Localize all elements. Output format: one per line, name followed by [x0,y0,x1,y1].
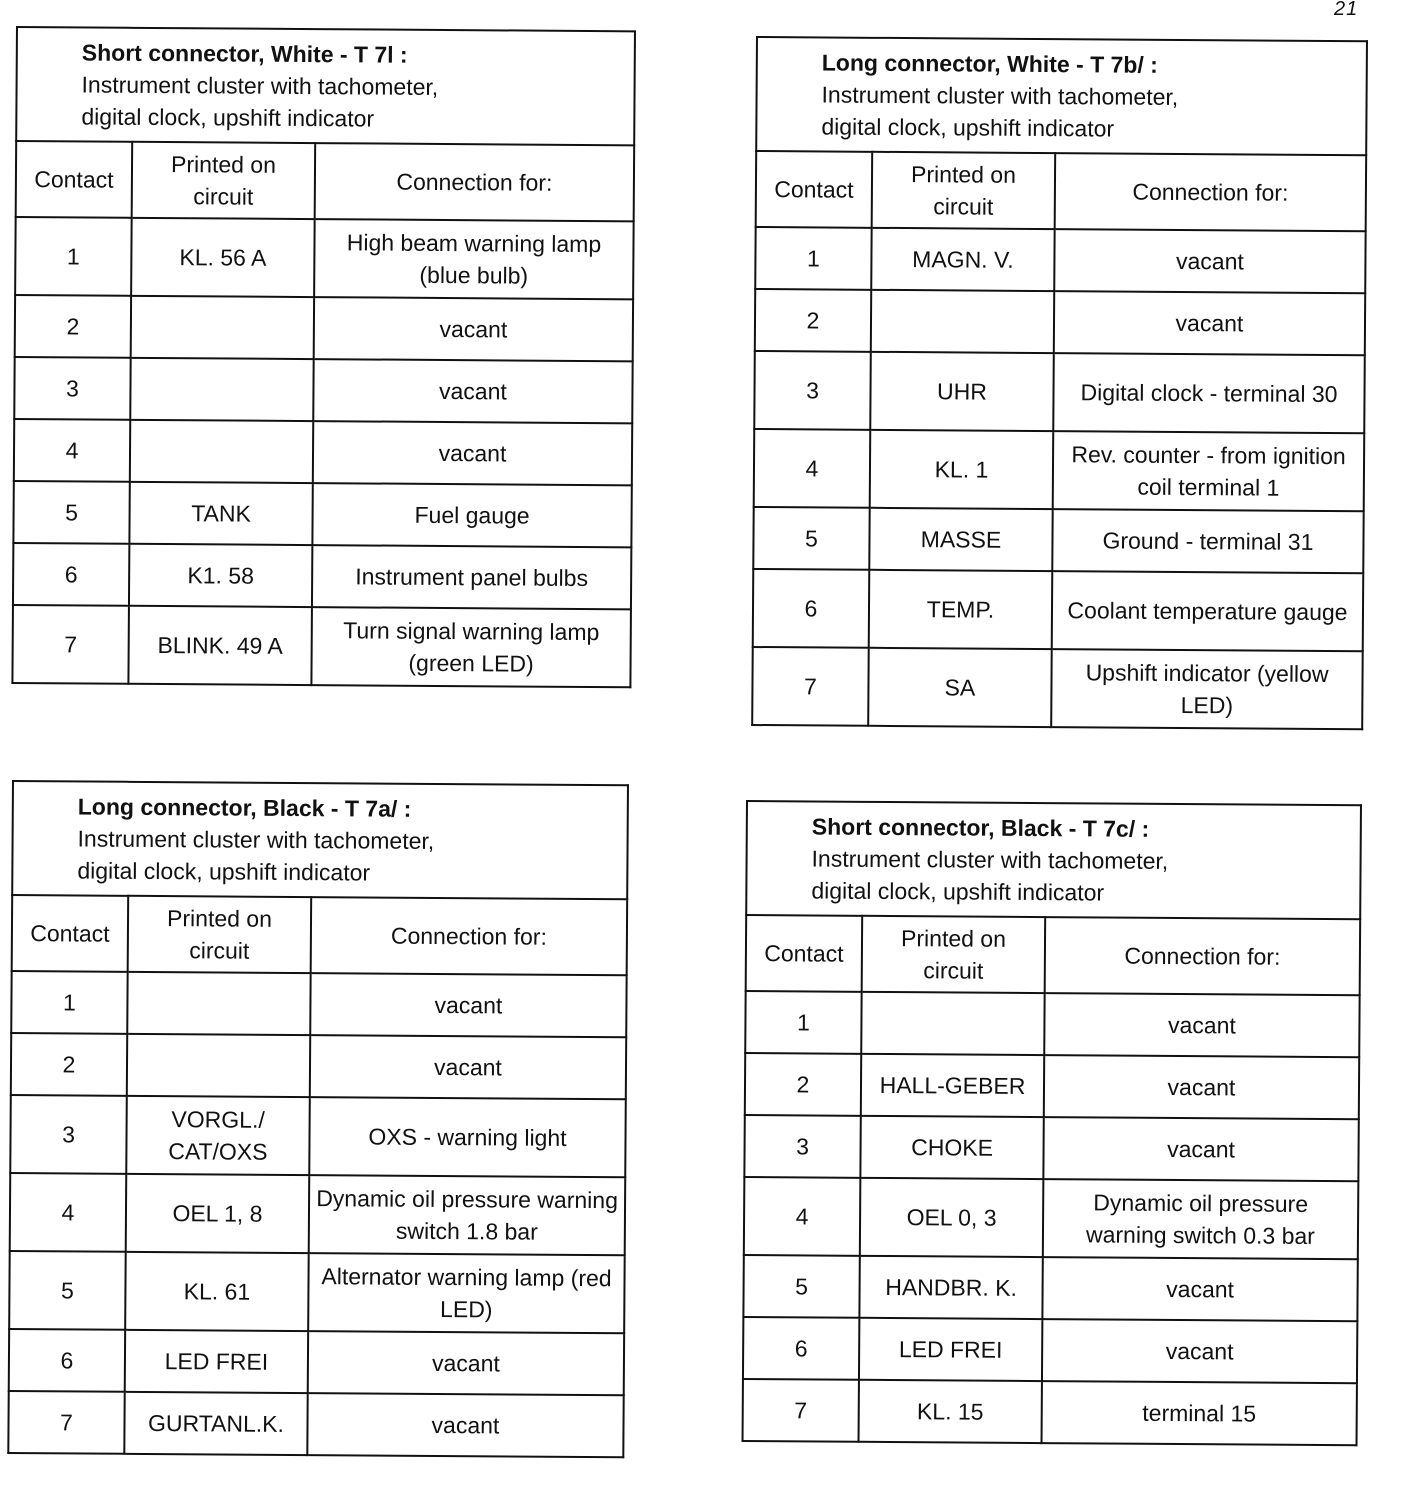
contact-cell: 2 [15,295,131,358]
connection-cell: vacant [1044,993,1359,1057]
connector-table [11,26,636,688]
table-title-block [16,27,635,145]
contact-cell: 3 [754,351,871,430]
printed-cell: VORGL./ CAT/OXS [126,1096,310,1175]
table-row [743,1255,1357,1321]
table-row [754,351,1365,433]
column-header-printed: Printed on circuit [862,916,1046,993]
contact-cell: 3 [10,1095,127,1174]
connection-cell: Dynamic oil pressure warning switch 1.8 bar [309,1175,626,1255]
printed-cell: CHOKE [860,1116,1043,1179]
connection-cell: High beam warning lamp (blue bulb) [314,219,634,299]
table-subtitle: Instrument cluster with tachometer, [81,71,439,100]
printed-cell [130,358,313,421]
table-row [753,507,1363,573]
table-row [752,647,1363,729]
column-header-connection: Connection for: [1055,153,1367,231]
table-row [10,1173,626,1255]
printed-cell: TEMP. [869,570,1053,649]
connection-cell: vacant [1054,229,1365,293]
table-subtitle: digital clock, upshift indicator [811,877,1105,906]
contact-cell: 1 [15,217,132,296]
contact-cell: 7 [752,647,869,726]
table-row [9,1251,625,1333]
connection-cell: Alternator warning lamp (red LED) [308,1253,625,1333]
printed-cell: KL. 15 [859,1380,1042,1443]
contact-cell: 2 [11,1033,127,1096]
connection-cell: vacant [1044,1055,1359,1119]
printed-cell [861,992,1044,1055]
column-header-printed: Printed on circuit [128,896,312,973]
printed-cell: OEL 1, 8 [126,1174,310,1253]
printed-cell: SA [868,648,1052,727]
column-header-contact: Contact [756,151,873,228]
connector-table [751,36,1368,730]
table-row [9,1329,624,1395]
table-row [13,481,631,547]
table-row [14,357,632,423]
connection-cell: vacant [1042,1257,1357,1321]
table-row [755,227,1365,293]
contact-cell: 7 [8,1391,124,1454]
printed-cell: OEL 0, 3 [860,1178,1044,1257]
connection-cell: vacant [314,297,633,361]
connector-table [7,780,629,1458]
column-header-printed: Printed on circuit [132,142,316,219]
printed-cell: UHR [870,352,1054,431]
connector-table [742,800,1362,1446]
table-title: Long connector, White - T 7b/ : [821,49,1158,78]
table-subtitle: Instrument cluster with tachometer, [77,825,435,854]
table-subtitle: digital clock, upshift indicator [77,857,371,886]
contact-cell: 7 [743,1379,859,1442]
printed-cell: LED FREI [125,1330,308,1393]
printed-cell: GURTANL.K. [124,1392,307,1455]
contact-cell: 4 [754,429,871,508]
printed-cell [131,296,314,359]
connection-cell: vacant [1054,291,1365,355]
contact-cell: 2 [745,1053,861,1116]
table-row [743,1379,1357,1445]
table-row [12,605,631,687]
printed-cell: HANDBR. K. [859,1256,1042,1319]
contact-cell: 3 [14,357,130,420]
contact-cell: 4 [744,1177,861,1256]
printed-cell: BLINK. 49 A [128,606,312,685]
column-header-connection: Connection for: [311,897,628,975]
table-row [745,1053,1359,1119]
table-title-block [756,37,1367,155]
connection-cell: vacant [308,1331,624,1395]
column-header-contact: Contact [16,141,133,218]
printed-cell [127,972,310,1035]
column-header-connection: Connection for: [1045,917,1361,995]
contact-cell: 7 [12,605,129,684]
printed-cell [871,290,1054,353]
table-row [744,1177,1359,1259]
printed-cell: HALL-GEBER [861,1054,1044,1117]
contact-cell: 4 [10,1173,127,1252]
table-row [755,289,1365,355]
page-number: 21 [1334,0,1359,20]
connection-cell: terminal 15 [1042,1381,1357,1445]
connection-cell: Rev. counter - from ignition coil terminal 1 [1053,431,1365,511]
table-row [15,295,633,361]
connector-table-short-white [11,26,636,688]
table-row [11,1033,626,1099]
connection-cell: Turn signal warning lamp (green LED) [311,607,631,687]
column-header-connection: Connection for: [315,143,635,221]
printed-cell: KL. 1 [870,430,1054,509]
connection-cell: Instrument panel bulbs [312,545,631,609]
connection-cell: vacant [307,1393,623,1457]
contact-cell: 3 [744,1115,860,1178]
printed-cell [130,420,313,483]
table-subtitle: Instrument cluster with tachometer, [811,845,1169,874]
printed-cell: LED FREI [859,1318,1042,1381]
printed-cell: K1. 58 [129,544,312,607]
contact-cell: 1 [745,991,861,1054]
table-title: Short connector, Black - T 7c/ : [811,813,1150,842]
printed-cell: TANK [129,482,312,545]
table-subtitle: digital clock, upshift indicator [81,103,375,132]
connection-cell: Fuel gauge [312,483,631,547]
connection-cell: Coolant temperature gauge [1052,571,1364,651]
connection-cell: vacant [1043,1117,1358,1181]
connection-cell: OXS - warning light [309,1097,626,1177]
contact-cell: 5 [13,481,129,544]
table-row [754,429,1365,511]
printed-cell [127,1034,310,1097]
connection-cell: vacant [313,359,632,423]
contact-cell: 2 [755,289,871,352]
connection-cell: Ground - terminal 31 [1052,509,1363,573]
contact-cell: 5 [753,507,869,570]
connection-cell: vacant [310,973,626,1037]
contact-cell: 6 [743,1317,859,1380]
table-row [8,1391,623,1457]
contact-cell: 1 [11,971,127,1034]
table-title: Long connector, Black - T 7a/ : [77,793,412,822]
table-subtitle: Instrument cluster with tachometer, [821,81,1179,110]
table-row [10,1095,626,1177]
connector-table-short-black [742,800,1362,1446]
contact-cell: 6 [753,569,870,648]
connection-cell: Digital clock - terminal 30 [1053,353,1365,433]
connector-table-long-black [7,780,629,1458]
connection-cell: Upshift indicator (yellow LED) [1051,649,1363,729]
contact-cell: 5 [9,1251,126,1330]
contact-cell: 6 [9,1329,125,1392]
table-row [15,217,634,299]
table-row [743,1317,1357,1383]
contact-cell: 4 [14,419,130,482]
contact-cell: 5 [743,1255,859,1318]
connection-cell: vacant [310,1035,626,1099]
column-header-printed: Printed on circuit [872,152,1056,229]
printed-cell: MASSE [869,508,1052,571]
connector-table-long-white [751,36,1368,730]
printed-cell: KL. 56 A [131,218,315,297]
connection-cell: Dynamic oil pressure warning switch 0.3 bar [1043,1179,1359,1259]
table-title: Short connector, White - T 7l : [81,39,408,68]
connection-cell: vacant [1042,1319,1357,1383]
table-subtitle: digital clock, upshift indicator [821,113,1115,142]
column-header-contact: Contact [746,915,863,992]
table-row [14,419,632,485]
table-row [13,543,631,609]
printed-cell: MAGN. V. [871,228,1054,291]
printed-cell: KL. 61 [125,1252,309,1331]
contact-cell: 1 [755,227,871,290]
table-row [11,971,626,1037]
column-header-contact: Contact [12,895,129,972]
table-title-block [746,801,1361,919]
contact-cell: 6 [13,543,129,606]
table-row [753,569,1364,651]
table-row [745,991,1359,1057]
connection-cell: vacant [313,421,632,485]
table-row [744,1115,1358,1181]
table-title-block [12,781,628,899]
